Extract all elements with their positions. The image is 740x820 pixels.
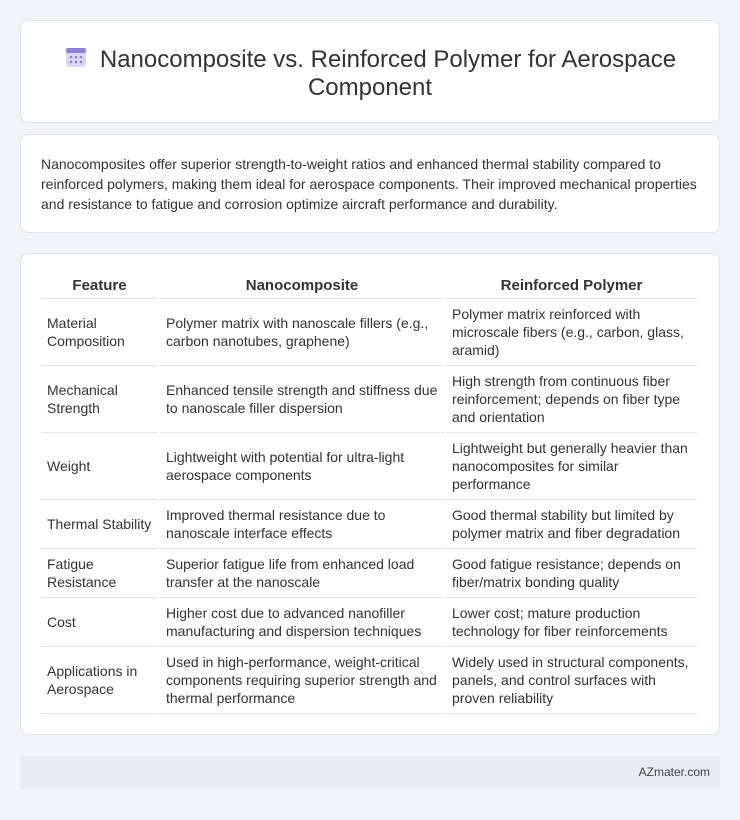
reinforced-polymer-cell: Lightweight but generally heavier than nanocomposites for similar performance bbox=[445, 432, 697, 499]
table-row bbox=[41, 597, 697, 646]
feature-cell: Applications in Aerospace bbox=[41, 646, 159, 713]
footer-site-link[interactable]: AZmater.com bbox=[638, 765, 710, 779]
summary-text: Nanocomposites offer superior strength-to-weight ratios and enhanced thermal stability compared to reinforced polymers, making them ideal for aerospace components. Their improved mechanical properties and resistance to fatigue and corrosion optimize aircraft performance and durability. bbox=[41, 156, 697, 212]
reinforced-polymer-cell: Good fatigue resistance; depends on fiber/matrix bonding quality bbox=[445, 548, 697, 597]
page-title-line-2: Component bbox=[307, 74, 433, 101]
page-title-line-1: Nanocomposite vs. Reinforced Polymer for Aerospace bbox=[99, 46, 677, 73]
nanocomposite-cell: Enhanced tensile strength and stiffness due to nanoscale filler dispersion bbox=[159, 365, 445, 432]
table-row bbox=[41, 499, 697, 548]
table-row bbox=[41, 646, 697, 713]
header-feature: Feature bbox=[41, 274, 159, 298]
header-nanocomposite: Nanocomposite bbox=[159, 274, 445, 298]
nanocomposite-cell: Lightweight with potential for ultra-light aerospace components bbox=[159, 432, 445, 499]
reinforced-polymer-cell: High strength from continuous fiber reinforcement; depends on fiber type and orientation bbox=[445, 365, 697, 432]
reinforced-polymer-cell: Widely used in structural components, panels, and control surfaces with proven reliability bbox=[445, 646, 697, 713]
feature-cell: Cost bbox=[41, 597, 159, 646]
comparison-table-card bbox=[20, 253, 720, 735]
table-row bbox=[41, 432, 697, 499]
table-row bbox=[41, 548, 697, 597]
reinforced-polymer-cell: Polymer matrix reinforced with microscale fibers (e.g., carbon, glass, aramid) bbox=[445, 298, 697, 365]
page-title bbox=[21, 45, 719, 102]
nanocomposite-cell: Used in high-performance, weight-critical components requiring superior strength and thermal performance bbox=[159, 646, 445, 713]
nanocomposite-cell: Higher cost due to advanced nanofiller manufacturing and dispersion techniques bbox=[159, 597, 445, 646]
feature-cell: Mechanical Strength bbox=[41, 365, 159, 432]
nanocomposite-cell: Improved thermal resistance due to nanoscale interface effects bbox=[159, 499, 445, 548]
table-row bbox=[41, 365, 697, 432]
feature-cell: Material Composition bbox=[41, 298, 159, 365]
nanocomposite-cell: Polymer matrix with nanoscale fillers (e.g., carbon nanotubes, graphene) bbox=[159, 298, 445, 365]
table-header-row bbox=[41, 274, 697, 298]
nanocomposite-cell: Superior fatigue life from enhanced load transfer at the nanoscale bbox=[159, 548, 445, 597]
reinforced-polymer-cell: Good thermal stability but limited by polymer matrix and fiber degradation bbox=[445, 499, 697, 548]
table-row bbox=[41, 298, 697, 365]
feature-cell: Weight bbox=[41, 432, 159, 499]
footer-bar bbox=[20, 756, 720, 789]
title-card bbox=[20, 20, 720, 123]
feature-cell: Fatigue Resistance bbox=[41, 548, 159, 597]
feature-cell: Thermal Stability bbox=[41, 499, 159, 548]
summary-card bbox=[20, 134, 720, 233]
reinforced-polymer-cell: Lower cost; mature production technology for fiber reinforcements bbox=[445, 597, 697, 646]
header-reinforced-polymer: Reinforced Polymer bbox=[445, 274, 697, 298]
comparison-table bbox=[41, 274, 697, 714]
calendar-grid-icon bbox=[64, 45, 88, 69]
